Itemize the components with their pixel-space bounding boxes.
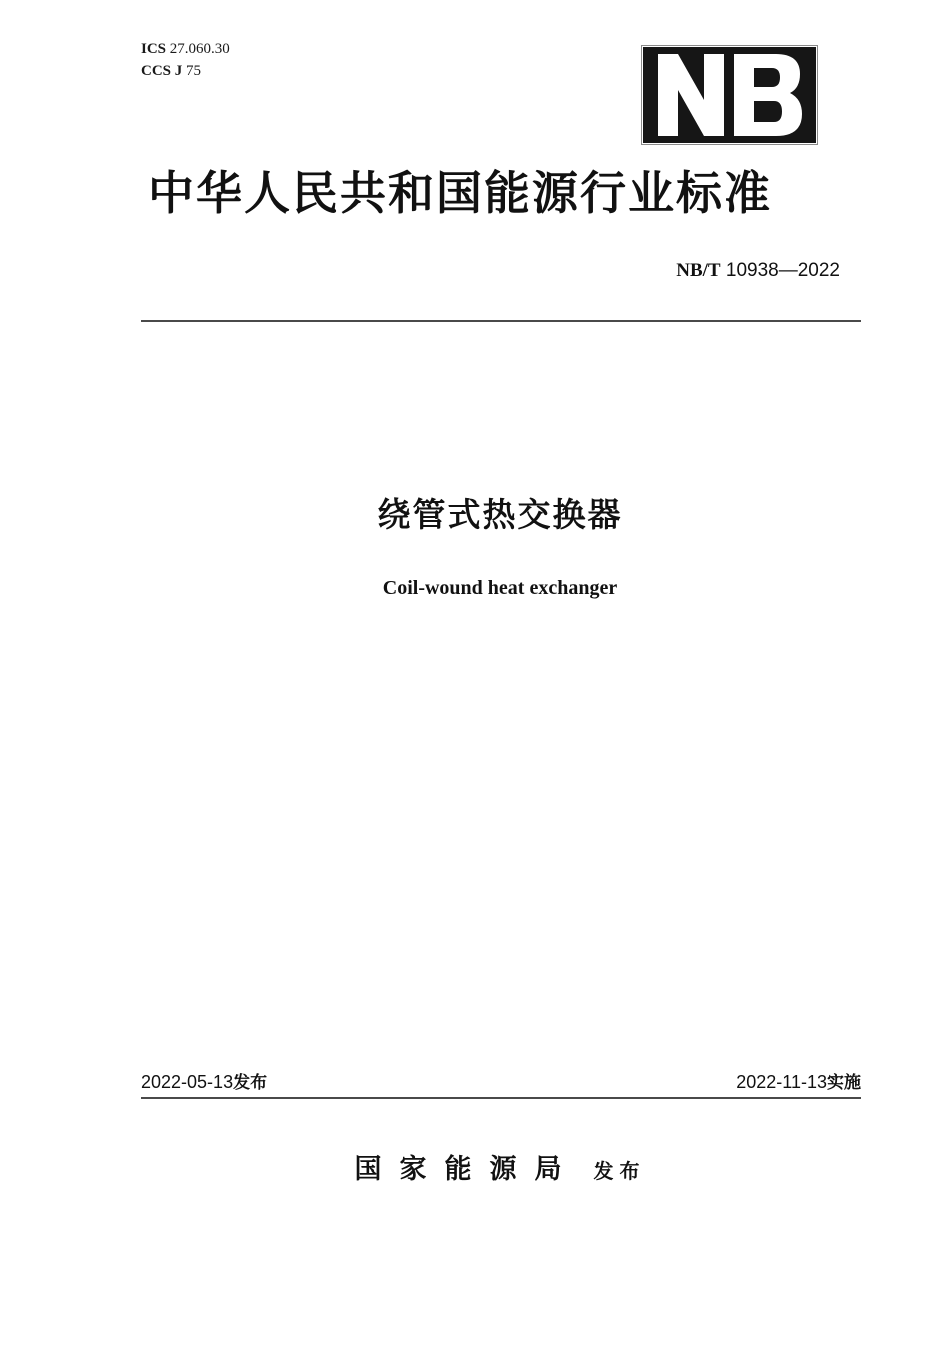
bottom-divider bbox=[141, 1097, 861, 1099]
ics-classification bbox=[141, 40, 230, 58]
implement-date-line bbox=[736, 1070, 861, 1095]
standard-number bbox=[676, 258, 840, 284]
ccs-classification bbox=[141, 62, 201, 80]
publisher-label: 发布 bbox=[593, 1159, 646, 1183]
top-divider bbox=[141, 320, 861, 322]
publish-label: 发布 bbox=[233, 1073, 268, 1093]
standard-prefix: NB/T bbox=[676, 260, 721, 281]
ccs-label: CCS J bbox=[141, 63, 183, 79]
ics-label: ICS bbox=[141, 41, 167, 57]
publish-date: 2022-05-13 bbox=[141, 1072, 234, 1092]
publisher-org: 国家能源局 bbox=[354, 1154, 580, 1185]
nb-logo-mark bbox=[654, 54, 804, 136]
nb-logo bbox=[643, 47, 816, 143]
document-title-zh: 绕管式热交换器 bbox=[377, 495, 623, 534]
standard-code: 10938—2022 bbox=[725, 260, 840, 281]
publisher-line bbox=[0, 1150, 950, 1190]
publish-date-line bbox=[141, 1070, 267, 1095]
implement-label: 实施 bbox=[827, 1073, 861, 1093]
ics-code: 27.060.30 bbox=[169, 41, 230, 57]
ccs-code: 75 bbox=[186, 63, 202, 79]
implement-date: 2022-11-13 bbox=[736, 1072, 827, 1092]
nb-logo-text: NB bbox=[803, 94, 806, 96]
document-title-en: Coil-wound heat exchanger bbox=[382, 577, 618, 599]
standard-category-title: 中华人民共和国能源行业标准 bbox=[148, 166, 772, 220]
